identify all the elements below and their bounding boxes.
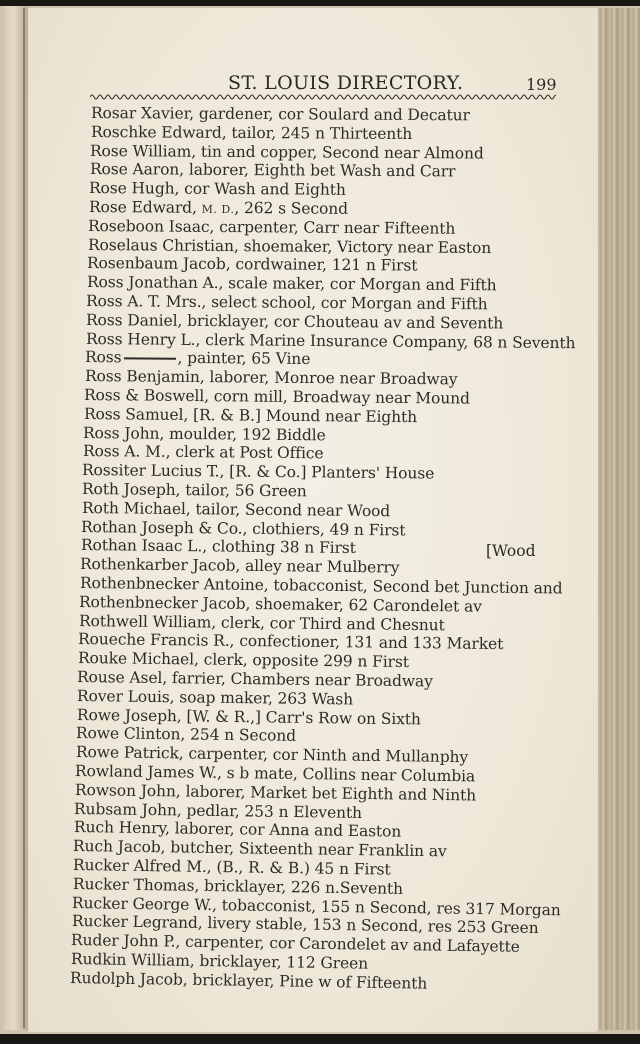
entry-detail: , painter, 65 Vine bbox=[177, 349, 311, 369]
entry-detail: , 262 s Second bbox=[234, 199, 349, 218]
directory-entry: Rouse Asel, farrier, Chambers near Broadway bbox=[76, 668, 433, 691]
blank-name-dash bbox=[123, 358, 175, 360]
page-title: ST. LOUIS DIRECTORY. bbox=[228, 72, 464, 94]
directory-entry: Rossiter Lucius T., [R. & Co.] Planters' House bbox=[81, 461, 435, 483]
runover-bracket: [Wood bbox=[486, 542, 536, 560]
directory-entry: Rosenbaum Jacob, cordwainer, 121 n First bbox=[86, 254, 418, 275]
directory-entry: Roschke Edward, tailor, 245 n Thirteenth bbox=[90, 122, 413, 143]
directory-entry: Roth Michael, tailor, Second near Wood bbox=[81, 498, 391, 521]
directory-entry: Roselaus Christian, shoemaker, Victory near Easton bbox=[87, 235, 492, 257]
directory-entry: Ross Jonathan A., scale maker, cor Morgan and Fifth bbox=[86, 273, 497, 295]
directory-entry: Rouke Michael, clerk, opposite 299 n First bbox=[77, 649, 410, 672]
directory-entry: Rothenbnecker Jacob, shoemaker, 62 Carondelet av bbox=[78, 592, 482, 616]
directory-entry: Rucker Legrand, livery stable, 153 n Second, res 253 Green bbox=[71, 912, 539, 938]
entry-name: Rose Edward, bbox=[88, 198, 202, 217]
directory-entry: Rothwell William, clerk, cor Third and Chesnut bbox=[78, 611, 445, 634]
directory-entry: Ross Daniel, bricklayer, cor Chouteau av and Seventh bbox=[85, 310, 504, 333]
directory-entry: Ross John, moulder, 192 Biddle bbox=[82, 423, 326, 444]
directory-entry: Rucker George W., tobacconist, 155 n Second, res 317 Morgan bbox=[71, 893, 561, 919]
directory-entry: Ross A. M., clerk at Post Office bbox=[82, 442, 324, 463]
directory-entry: Ross Samuel, [R. & B.] Mound near Eighth bbox=[83, 404, 418, 426]
directory-entry: Rover Louis, soap maker, 263 Wash bbox=[76, 686, 354, 709]
directory-entry: Rowe Joseph, [W. & R.,] Carr's Row on Sixth bbox=[76, 705, 421, 728]
directory-entry: Rucker Alfred M., (B., R. & B.) 45 n First bbox=[72, 856, 391, 879]
directory-entry: Ruder John P., carpenter, cor Carondelet av and Lafayette bbox=[70, 931, 520, 957]
directory-entry: Rothenkarber Jacob, alley near Mulberry bbox=[79, 555, 400, 577]
directory-entry: Ross & Boswell, corn mill, Broadway near Mound bbox=[83, 386, 470, 408]
directory-entry: Rowland James W., s b mate, Collins near Columbia bbox=[74, 762, 476, 786]
directory-entry: Rothenbnecker Antoine, tobacconist, Second bet Junction and bbox=[79, 574, 563, 598]
directory-entry: Rose Hugh, cor Wash and Eighth bbox=[88, 179, 346, 199]
directory-entry: Ross Benjamin, laborer, Monroe near Broadway bbox=[84, 367, 458, 389]
directory-entry: Rudkin William, bricklayer, 112 Green bbox=[70, 950, 369, 973]
directory-entry: Roseboon Isaac, carpenter, Carr near Fifteenth bbox=[87, 216, 456, 238]
directory-entry: Rucker Thomas, bricklayer, 226 n.Seventh bbox=[72, 874, 404, 898]
directory-entry: Rowson John, laborer, Market bet Eighth and Ninth bbox=[74, 780, 477, 805]
directory-entry: Ross Henry L., clerk Marine Insurance Company, 68 n Seventh bbox=[85, 329, 576, 352]
directory-entry: Ruch Jacob, butcher, Sixteenth near Franklin av bbox=[72, 837, 447, 861]
entry-title-abbrev: M. D. bbox=[201, 202, 235, 217]
entry-name: Ross bbox=[84, 348, 122, 367]
directory-entry: Rothan Isaac L., clothing 38 n First bbox=[80, 536, 356, 558]
directory-entry: Rudolph Jacob, bricklayer, Pine w of Fifteenth bbox=[69, 968, 428, 993]
page-number: 199 bbox=[526, 75, 557, 94]
directory-entry: Rowe Clinton, 254 n Second bbox=[75, 724, 297, 746]
directory-entry: Ross A. T. Mrs., select school, cor Morgan and Fifth bbox=[85, 292, 488, 314]
directory-entry: Ruch Henry, laborer, cor Anna and Easton bbox=[73, 818, 402, 841]
directory-entry: Rosar Xavier, gardener, cor Soulard and Decatur bbox=[90, 104, 470, 125]
directory-entry: Roueche Francis R., confectioner, 131 and 133 Market bbox=[77, 630, 504, 654]
directory-entry: Rothan Joseph & Co., clothiers, 49 n First bbox=[80, 517, 406, 540]
directory-entry: Roth Joseph, tailor, 56 Green bbox=[81, 480, 307, 501]
directory-entry: Rubsam John, pedlar, 253 n Eleventh bbox=[73, 799, 363, 822]
directory-entry: Rose William, tin and copper, Second near Almond bbox=[89, 141, 484, 163]
directory-entry: Rowe Patrick, carpenter, cor Ninth and Mullanphy bbox=[75, 743, 469, 767]
directory-entry bbox=[85, 348, 310, 368]
directory-entry: Rose Aaron, laborer, Eighth bet Wash and Carr bbox=[89, 160, 456, 181]
